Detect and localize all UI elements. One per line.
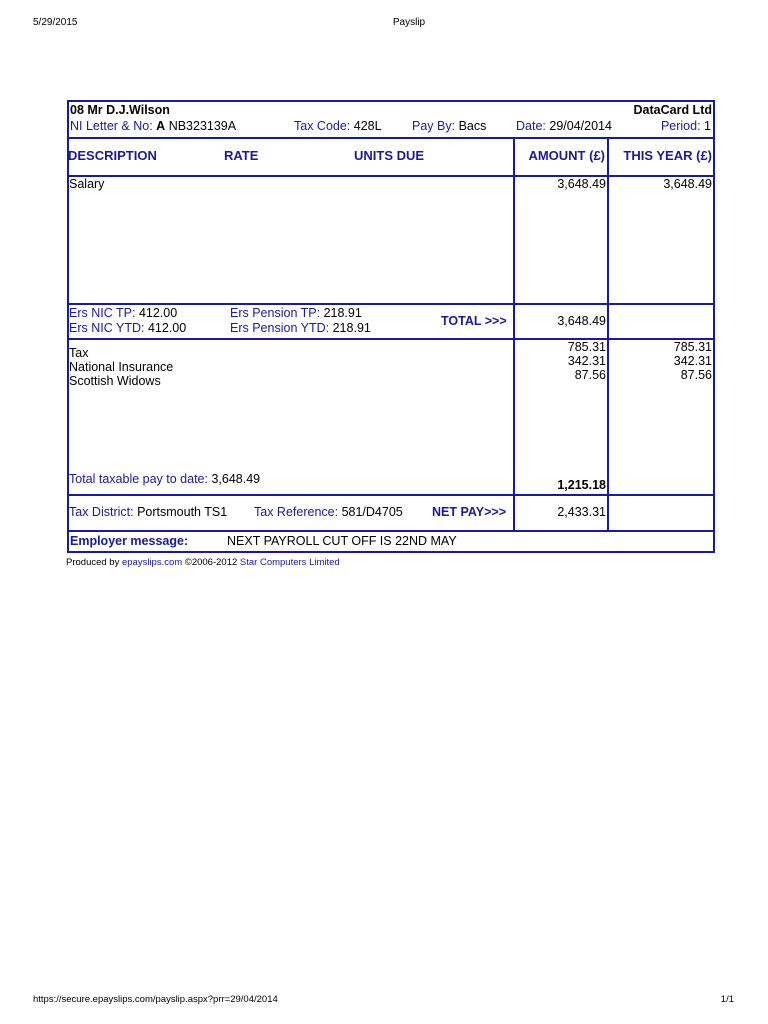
produced-by [66, 557, 340, 568]
ers-pension-ytd-label: Ers Pension YTD: [230, 321, 330, 335]
ni-info [70, 119, 236, 133]
col-amount: AMOUNT (£) [528, 148, 605, 163]
company-name: DataCard Ltd [633, 103, 712, 117]
tax-code-value: 428L [353, 119, 382, 133]
star-computers-link[interactable]: Star Computers Limited [239, 557, 340, 568]
deductions-total: 1,215.18 [557, 478, 606, 492]
deduction-amount: 87.56 [574, 368, 606, 382]
net-pay-amount: 2,433.31 [557, 505, 606, 519]
employee-name: 08 Mr D.J.Wilson [70, 103, 170, 117]
tax-code-label: Tax Code: [294, 119, 351, 133]
deduction-amount: 785.31 [567, 340, 606, 354]
ers-pension-tp [230, 306, 362, 320]
period-label: Period: [660, 119, 701, 133]
date-value: 29/04/2014 [549, 119, 612, 133]
print-date: 5/29/2015 [33, 17, 78, 28]
net-pay-label: NET PAY>>> [432, 505, 506, 519]
col-this-year: THIS YEAR (£) [623, 148, 712, 163]
pay-by-value: Bacs [458, 119, 487, 133]
ni-label: NI Letter & No: [70, 119, 153, 133]
ers-nic-tp [69, 306, 177, 320]
payment-description: Salary [69, 177, 105, 191]
deduction-this-year: 87.56 [680, 368, 712, 382]
print-title: Payslip [392, 17, 426, 28]
period [661, 119, 711, 133]
taxable-pay-label: Total taxable pay to date: [69, 472, 208, 486]
divider [67, 530, 715, 532]
deduction-description: National Insurance [69, 360, 174, 374]
produced-by-prefix: Produced by [66, 557, 120, 568]
col-rate: RATE [224, 148, 259, 163]
col-units-due: UNITS DUE [354, 148, 425, 163]
ers-nic-ytd-value: 412.00 [147, 321, 187, 335]
ers-nic-tp-label: Ers NIC TP: [69, 306, 136, 320]
ni-number: NB323139A [168, 119, 237, 133]
total-amount: 3,648.49 [557, 314, 606, 328]
taxable-pay [69, 472, 260, 486]
employer-message-label: Employer message: [70, 534, 189, 548]
column-divider [513, 137, 515, 530]
deduction-this-year: 785.31 [673, 340, 712, 354]
ers-nic-ytd-label: Ers NIC YTD: [69, 321, 145, 335]
divider [67, 494, 715, 496]
ers-pension-tp-value: 218.91 [323, 306, 362, 320]
ers-nic-tp-value: 412.00 [138, 306, 178, 320]
deduction-description: Scottish Widows [69, 374, 161, 388]
payslip [65, 100, 715, 553]
ers-nic-ytd [69, 321, 186, 335]
print-page-number: 1/1 [720, 994, 734, 1005]
copyright: ©2006-2012 [184, 557, 238, 568]
payment-amount: 3,648.49 [557, 177, 606, 191]
total-label: TOTAL >>> [441, 314, 507, 328]
deduction-amount: 342.31 [567, 354, 606, 368]
tax-district [69, 505, 227, 519]
deduction-this-year: 342.31 [673, 354, 712, 368]
tax-reference-label: Tax Reference: [254, 505, 339, 519]
taxable-pay-value: 3,648.49 [211, 472, 261, 486]
column-divider [607, 137, 609, 530]
epayslips-link[interactable]: epayslips.com [121, 557, 183, 568]
print-url: https://secure.epayslips.com/payslip.aspx?prr=29/04/2014 [33, 994, 278, 1005]
divider [67, 303, 715, 305]
pay-by-label: Pay By: [412, 119, 456, 133]
pay-by [412, 119, 486, 133]
employer-message-text: NEXT PAYROLL CUT OFF IS 22ND MAY [227, 534, 457, 548]
ers-pension-tp-label: Ers Pension TP: [230, 306, 321, 320]
divider [67, 137, 715, 139]
col-description: DESCRIPTION [68, 148, 157, 163]
tax-reference [254, 505, 403, 519]
tax-reference-value: 581/D4705 [341, 505, 403, 519]
ers-pension-ytd-value: 218.91 [332, 321, 371, 335]
ni-letter: A [156, 119, 166, 133]
tax-code [294, 119, 382, 133]
ers-pension-ytd [230, 321, 371, 335]
period-value: 1 [704, 119, 711, 133]
tax-district-value: Portsmouth TS1 [137, 505, 228, 519]
payment-this-year: 3,648.49 [663, 177, 712, 191]
pay-date [516, 119, 612, 133]
tax-district-label: Tax District: [69, 505, 134, 519]
deduction-description: Tax [69, 346, 89, 360]
date-label: Date: [516, 119, 546, 133]
